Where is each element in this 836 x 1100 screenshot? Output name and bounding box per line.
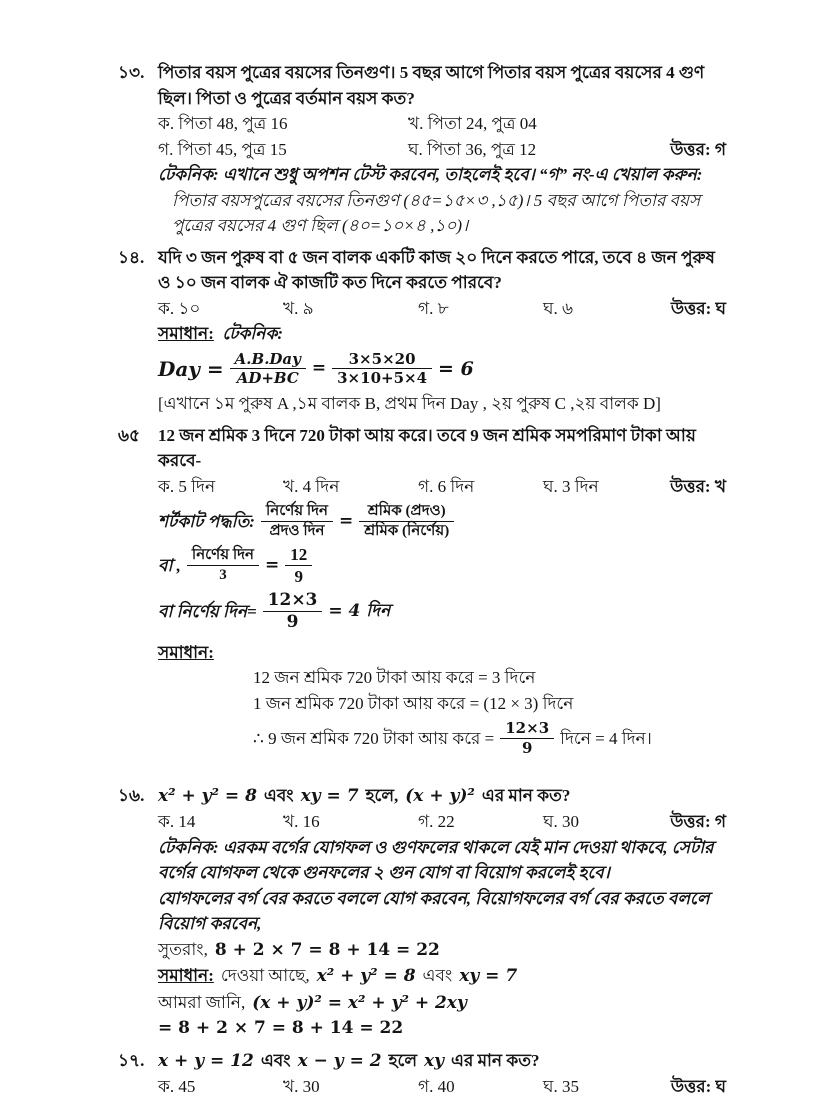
fraction-denominator: 3 <box>219 566 227 583</box>
math-expression: xy <box>424 1050 445 1071</box>
math-expression: x + y = 12 <box>158 1050 254 1071</box>
technique-label: টেকনিক: <box>222 324 283 343</box>
technique-text: এখানে শুধু অপশন টেস্ট করবেন, তাহলেই হবে। “গ” নং-এ খেয়াল করুন: <box>222 165 703 184</box>
solution-label: সমাধান: <box>158 966 214 985</box>
technique-text: এরকম বর্গের যোগফল ও গুণফলের থাকলে যেই মান দেওয়া থাকবে, সেটার বর্গের যোগফল থেকে গুনফলের ২ গুন যোগ বা বিয়োগ করলেই হবে। <box>158 837 714 882</box>
technique-text-2: যোগফলের বর্গ বের করতে বললে যোগ করবেন, বিয়োগফলের বর্গ বের করতে বললে বিয়োগ করবেন, <box>158 888 710 933</box>
question-text-part: এবং <box>263 785 294 805</box>
question-text: যদি ৩ জন পুরুষ বা ৫ জন বালক একটি কাজ ২০ দিনে করতে পারে, তবে ৪ জন পুরুষ ও ১০ জন বালক ঐ কাজটি কত দিনে করতে পারবে? <box>158 247 715 292</box>
solution-line-2: 1 জন শ্রমিক 720 টাকা আয় করে = (12 × 3) দিনে <box>253 693 574 713</box>
math-expression: 8 + 2 × 7 = 8 + 14 = 22 <box>214 939 440 960</box>
answer-label: উত্তর: খ <box>670 476 726 496</box>
conclusion-label: সুতরাং, <box>158 939 208 959</box>
option-a: ক. ১০ <box>158 298 201 318</box>
answer-label: উত্তর: ঘ <box>670 298 726 318</box>
question-text-part: হলে, <box>365 785 399 805</box>
fraction-numerator: নির্ণেয় দিন <box>261 502 333 522</box>
line-prefix: বা , <box>158 555 181 575</box>
solution-label: সমাধান: <box>158 324 214 343</box>
question-body <box>158 60 730 239</box>
note-text: [এখানে ১ম পুরুষ A ,১ম বালক B, প্রথম দিন Day , ২য় পুরুষ C ,২য় বালক D] <box>158 394 661 413</box>
math-expression: x² + y² = 8 <box>316 966 416 986</box>
fraction-numerator: শ্রমিক (প্রদও) <box>359 502 454 522</box>
option-c: গ. পিতা 45, পুত্র 15 <box>158 139 287 159</box>
question-text-part: এর মান কত? <box>481 785 571 805</box>
question-14 <box>118 245 730 417</box>
option-d: ঘ. 3 দিন <box>543 476 599 496</box>
question-13 <box>118 60 730 239</box>
question-text: পিতার বয়স পুত্রের বয়সের তিনগুণ। 5 বছর আগে পিতার বয়স পুত্রের বয়সের 4 গুণ ছিল। পিতা ও পুত্রের বর্তমান বয়স কত? <box>158 63 705 108</box>
fraction-denominator: 3×10+5×4 <box>337 369 428 388</box>
fraction <box>500 719 554 758</box>
option-d: ঘ. ৬ <box>543 298 574 318</box>
question-body <box>158 423 730 761</box>
question-text-part: হলে <box>388 1050 418 1070</box>
math-expression: x − y = 2 <box>297 1050 382 1071</box>
solution-heading <box>158 640 730 666</box>
question-body <box>158 245 730 417</box>
formula-line <box>158 350 730 389</box>
question-body <box>158 783 730 1042</box>
conclusion-line <box>158 937 730 964</box>
line-prefix: বা নির্ণেয় দিন= <box>158 602 257 621</box>
question-17 <box>118 1048 730 1100</box>
fraction-denominator: 9 <box>286 612 299 633</box>
solution-label: সমাধান: <box>158 642 214 662</box>
formula-lhs: Day = <box>158 356 224 381</box>
option-d: ঘ. পিতা 36, পুত্র 12 <box>408 139 537 159</box>
formula-result: = 6 <box>438 357 474 380</box>
question-number: ১৪. <box>118 247 145 267</box>
fraction-numerator: 12×3 <box>263 590 323 612</box>
option-b: খ. ৯ <box>283 298 314 318</box>
answer-label: উত্তর: ঘ <box>670 1077 726 1096</box>
technique-label: টেকনিক: <box>158 837 219 857</box>
options-row <box>158 809 730 835</box>
solution-intro: দেওয়া আছে, <box>220 966 310 985</box>
fraction <box>359 502 454 541</box>
math-expression: (x + y)² <box>405 785 475 806</box>
option-b: খ. পিতা 24, পুত্র 04 <box>408 114 537 133</box>
math-expression: x² + y² = 8 <box>158 785 257 806</box>
option-a: ক. পিতা 48, পুত্র 16 <box>158 114 288 133</box>
question-number: ১৩. <box>118 63 145 82</box>
equals-sign: = <box>264 554 280 575</box>
options-row <box>158 137 730 163</box>
option-b: খ. 30 <box>283 1077 320 1096</box>
fraction <box>187 546 259 585</box>
final-calculation: = 8 + 2 × 7 = 8 + 14 = 22 <box>158 1018 404 1038</box>
fraction-numerator: নির্ণেয় দিন <box>187 546 259 566</box>
options-row <box>158 111 730 137</box>
fraction <box>285 544 312 588</box>
question-65 <box>118 423 730 761</box>
question-text <box>158 783 730 810</box>
shortcut-line-2 <box>158 544 730 588</box>
fraction <box>230 350 306 389</box>
fraction <box>261 502 333 541</box>
identity-line <box>158 990 730 1017</box>
math-expression: xy = 7 <box>300 785 359 806</box>
equals-sign: = <box>339 510 354 531</box>
question-number: ১৬. <box>118 785 145 805</box>
question-text <box>158 1048 730 1075</box>
fraction-numerator: A.B.Day <box>230 350 306 370</box>
fraction-denominator: প্রদও দিন <box>269 522 325 539</box>
question-16 <box>118 783 730 1042</box>
option-d: ঘ. 30 <box>543 812 580 831</box>
fraction-denominator: AD+BC <box>236 369 299 388</box>
solution-line-3 <box>253 719 730 758</box>
fraction-denominator: শ্রমিক (নির্ণেয়) <box>364 522 450 539</box>
solution-line-1: 12 জন শ্রমিক 720 টাকা আয় করে = 3 দিনে <box>253 668 536 687</box>
identity-intro: আমরা জানি, <box>158 992 246 1012</box>
solution-text-part: এবং <box>422 966 453 985</box>
math-expression: xy = 7 <box>459 966 518 986</box>
question-body <box>158 1048 730 1100</box>
section-gap <box>118 767 730 783</box>
answer-label: উত্তর: গ <box>670 139 726 159</box>
shortcut-label: শর্টকাট পদ্ধতি: <box>158 511 255 531</box>
question-text: 12 জন শ্রমিক 3 দিনে 720 টাকা আয় করে। তবে 9 জন শ্রমিক সমপরিমাণ টাকা আয় করবে- <box>158 425 696 470</box>
option-d: ঘ. 35 <box>543 1077 580 1096</box>
solution-line <box>158 963 730 990</box>
technique-line <box>158 162 730 188</box>
option-c: গ. 6 দিন <box>418 476 475 496</box>
option-c: গ. 22 <box>418 812 455 831</box>
question-text-part: এর মান কত? <box>451 1050 540 1070</box>
fraction <box>332 350 432 389</box>
equals-sign: = <box>311 358 327 378</box>
line-prefix: ∴ 9 জন শ্রমিক 720 টাকা আয় করে = <box>253 728 495 748</box>
fraction-numerator: 12×3 <box>500 719 554 739</box>
question-number: ৬৫ <box>118 425 141 445</box>
technique-detail: পিতার বয়সপুত্রের বয়সের তিনগুণ (৪৫=১৫×৩ ,১৫)। 5 বছর আগে পিতার বয়স পুত্রের বয়সের 4 গুণ ছিল (৪০=১০×৪ ,১০)। <box>172 190 701 235</box>
math-expression: (x + y)² = x² + y² + 2xy <box>252 992 467 1013</box>
option-c: গ. ৮ <box>418 298 449 318</box>
line-suffix: = 4 দিন <box>328 601 391 621</box>
answer-label: উত্তর: গ <box>670 812 726 831</box>
options-row <box>158 474 730 500</box>
option-c: গ. 40 <box>418 1077 455 1096</box>
fraction <box>263 590 323 634</box>
option-a: ক. 45 <box>158 1077 196 1096</box>
fraction-numerator: 3×5×20 <box>332 350 432 370</box>
options-row <box>158 296 730 322</box>
option-b: খ. 16 <box>283 812 320 831</box>
fraction-numerator: 12 <box>285 544 312 566</box>
document-page <box>118 0 730 1100</box>
option-a: ক. 14 <box>158 812 196 831</box>
technique-label: টেকনিক: <box>158 165 219 184</box>
options-row <box>158 1074 730 1100</box>
shortcut-line <box>158 502 730 541</box>
solution-heading <box>158 321 730 347</box>
technique-line <box>158 835 730 886</box>
shortcut-line-3 <box>158 590 730 634</box>
question-text-part: এবং <box>260 1050 291 1070</box>
question-number: ১৭. <box>118 1050 145 1070</box>
line-suffix: দিনে = 4 দিন। <box>560 728 652 748</box>
option-a: ক. 5 দিন <box>158 476 216 496</box>
fraction-denominator: 9 <box>294 566 303 586</box>
fraction-denominator: 9 <box>521 738 533 757</box>
option-b: খ. 4 দিন <box>283 476 340 496</box>
